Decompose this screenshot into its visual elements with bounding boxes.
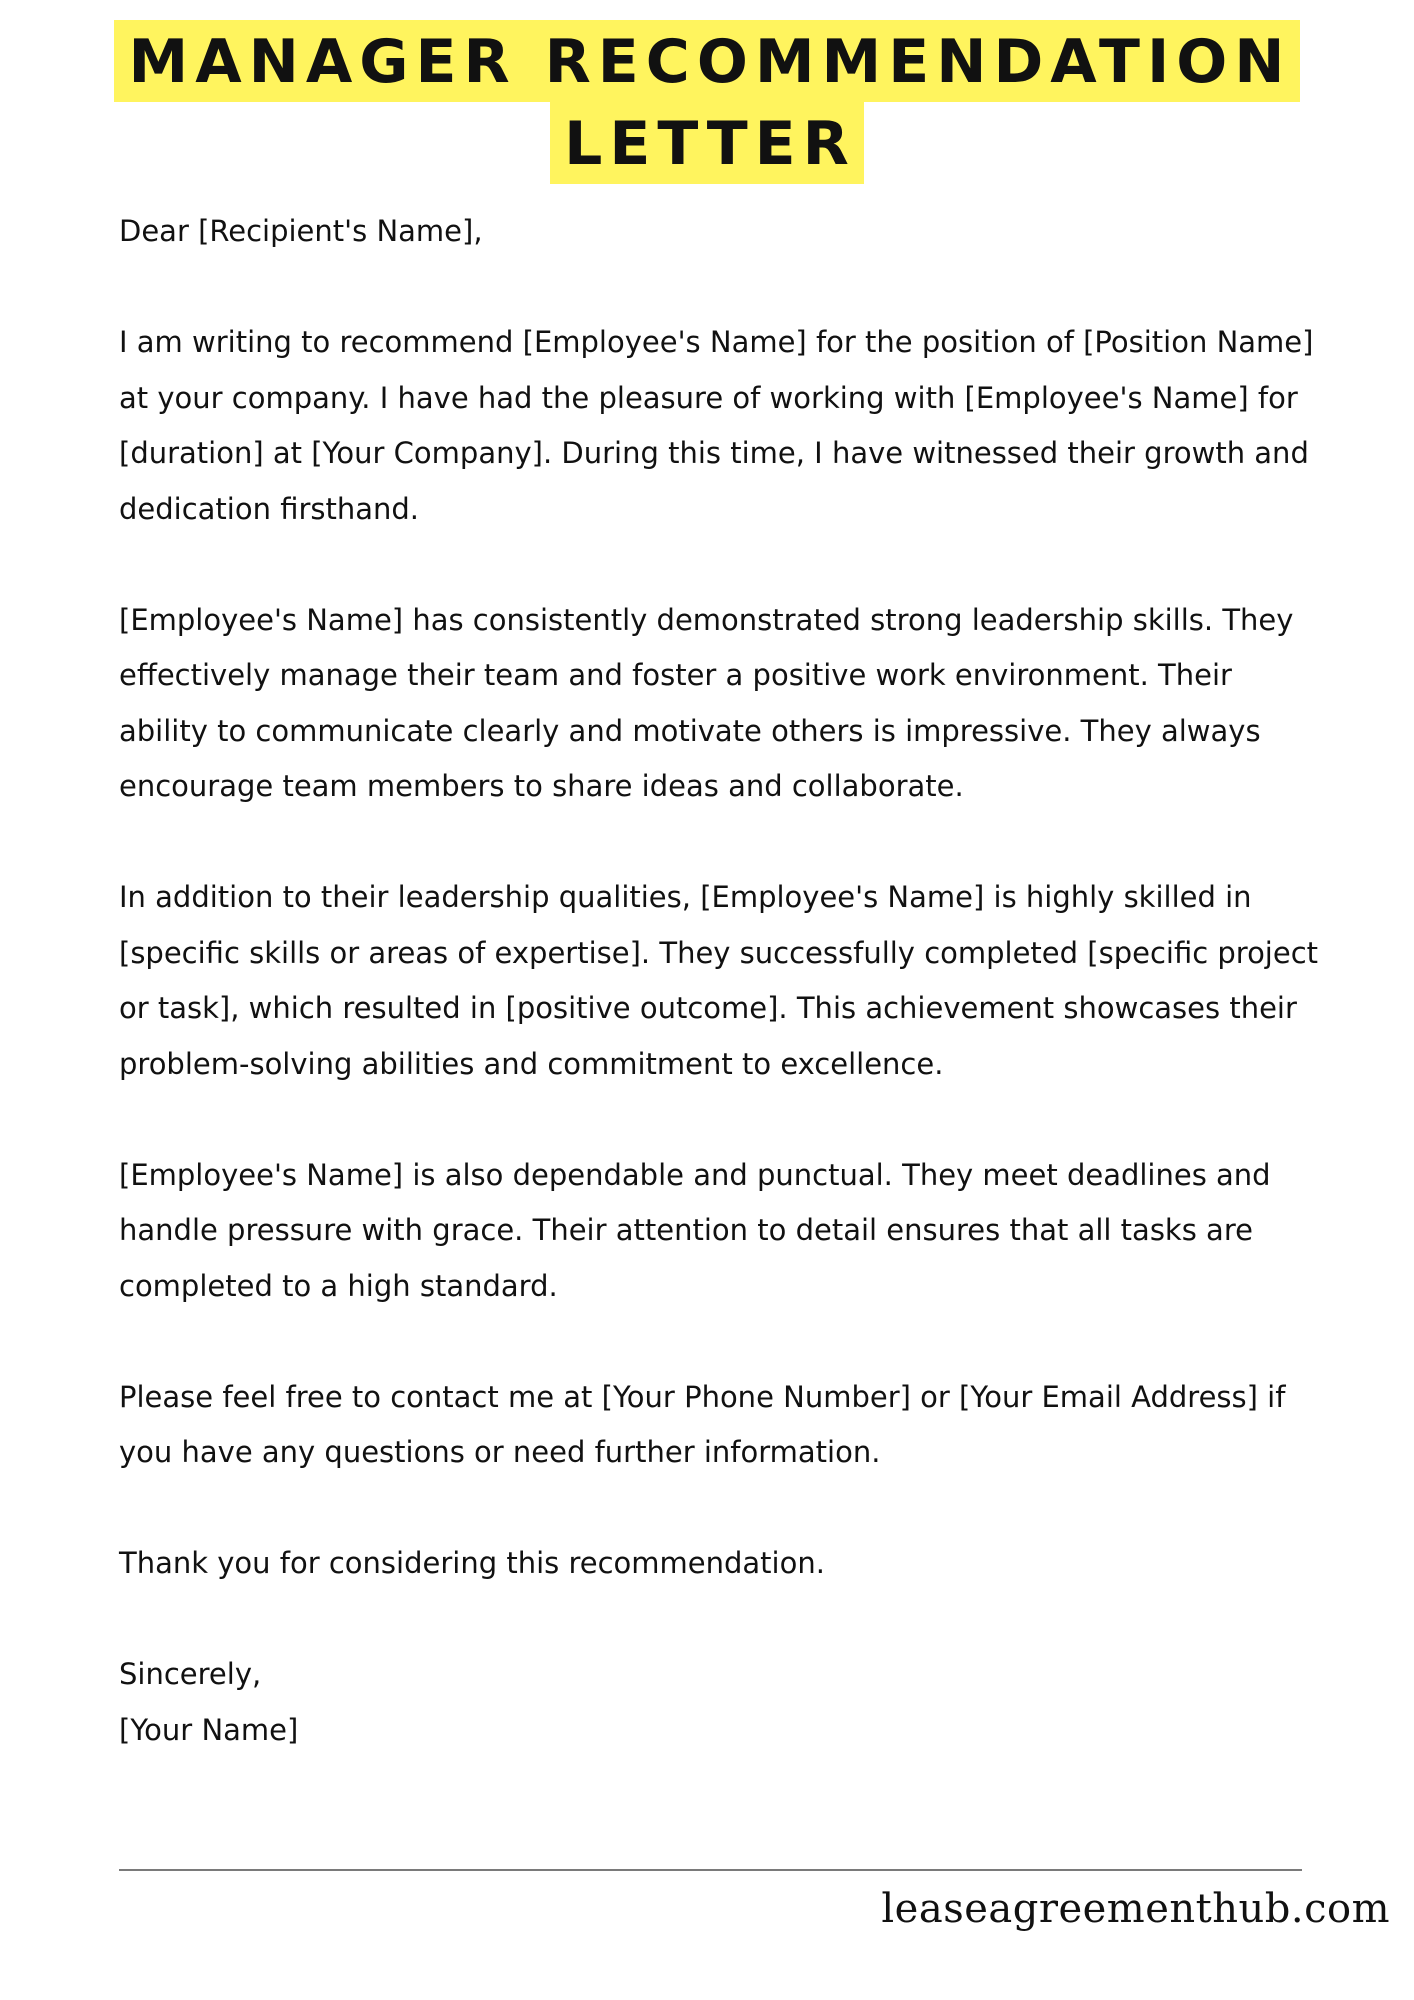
paragraph-dependability: [Employee's Name] is also dependable and punctual. They meet deadlines and handle pressure with grace. Their attention to detail ensures that all tasks are completed to a high standard.	[119, 1157, 1271, 1303]
paragraph-thanks: Thank you for considering this recommendation.	[119, 1546, 825, 1580]
paragraph-contact: Please feel free to contact me at [Your Phone Number] or [Your Email Address] if you have any questions or need further information.	[119, 1379, 1286, 1469]
footer-divider	[119, 1869, 1302, 1871]
paragraph-skills: In addition to their leadership qualities, [Employee's Name] is highly skilled in [specific skills or areas of expertise]. They successfully completed [specific project or task], which resulted in [positive outcome]. This achievement showcases their problem-solving abilities and commitment to excellence.	[119, 880, 1319, 1081]
closing: Sincerely,	[119, 1657, 262, 1691]
letter-body	[119, 204, 1319, 1758]
page-title	[0, 20, 1414, 184]
title-line-2: LETTER	[550, 102, 864, 184]
paragraph-leadership: [Employee's Name] has consistently demonstrated strong leadership skills. They effectively manage their team and foster a positive work environment. Their ability to communicate clearly and motivate others is impressive. They always encourage team members to share ideas and collaborate.	[119, 602, 1294, 803]
footer-brand: leaseagreementhub.com	[881, 1886, 1390, 1932]
signature: [Your Name]	[119, 1712, 299, 1747]
title-line-1: MANAGER RECOMMENDATION	[114, 20, 1299, 102]
paragraph-intro: I am writing to recommend [Employee's Name] for the position of [Position Name] at your company. I have had the pleasure of working with [Employee's Name] for [duration] at [Your Company]. During this time, I have witnessed their growth and dedication firsthand.	[119, 325, 1314, 526]
greeting: Dear [Recipient's Name],	[119, 214, 483, 248]
